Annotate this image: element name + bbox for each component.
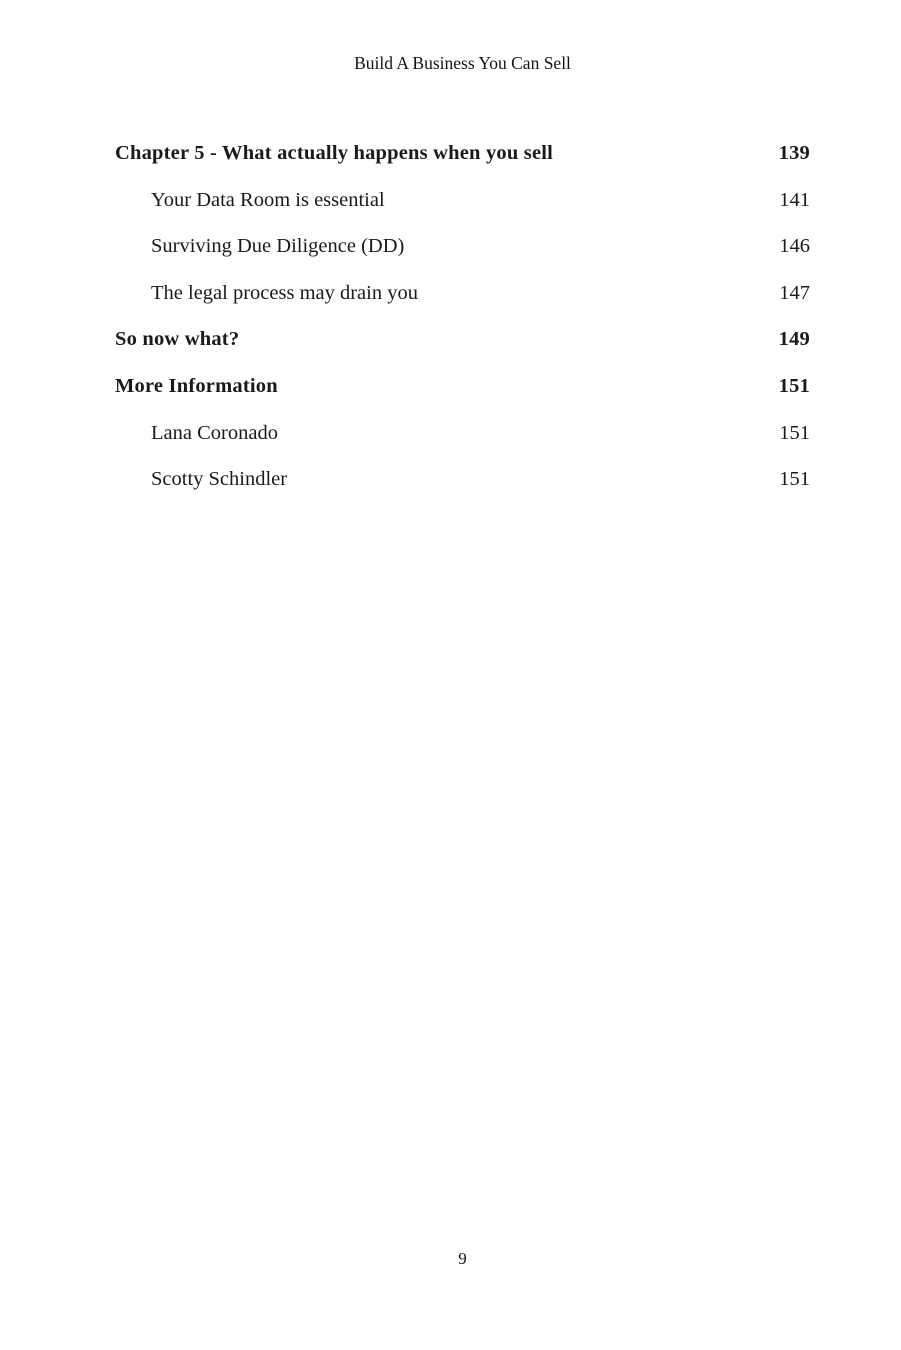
toc-entry-page-number: 151 <box>779 468 810 491</box>
running-header: Build A Business You Can Sell <box>354 53 571 73</box>
toc-entry-page-number: 141 <box>779 188 810 211</box>
toc-entry-label: Surviving Due Diligence (DD) <box>151 235 405 258</box>
toc-entry <box>115 316 810 363</box>
toc-entry-label: More Information <box>115 374 278 397</box>
toc-entry-page-number: 139 <box>778 142 810 164</box>
toc-entry-page-number: 147 <box>779 281 810 304</box>
toc-entry-label: The legal process may drain you <box>151 281 418 304</box>
toc-entry <box>115 410 810 457</box>
toc-entry-label: Lana Coronado <box>151 421 278 444</box>
toc-entry-label: Scotty Schindler <box>151 468 288 491</box>
toc-entry-page-number: 146 <box>779 235 810 258</box>
toc-entry <box>115 130 810 177</box>
table-of-contents <box>115 130 810 503</box>
toc-entry <box>115 456 810 503</box>
toc-entry <box>115 223 810 270</box>
toc-entry <box>115 363 810 410</box>
toc-entry-label: So now what? <box>115 328 240 351</box>
toc-entry-label: Chapter 5 - What actually happens when you sell <box>115 142 554 164</box>
toc-entry-label: Your Data Room is essential <box>151 188 385 211</box>
toc-entry-page-number: 149 <box>778 328 810 351</box>
page-number-footer: 9 <box>458 1249 467 1268</box>
toc-entry <box>115 177 810 224</box>
toc-entry-page-number: 151 <box>779 421 810 444</box>
toc-entry <box>115 270 810 317</box>
toc-entry-page-number: 151 <box>778 374 810 397</box>
